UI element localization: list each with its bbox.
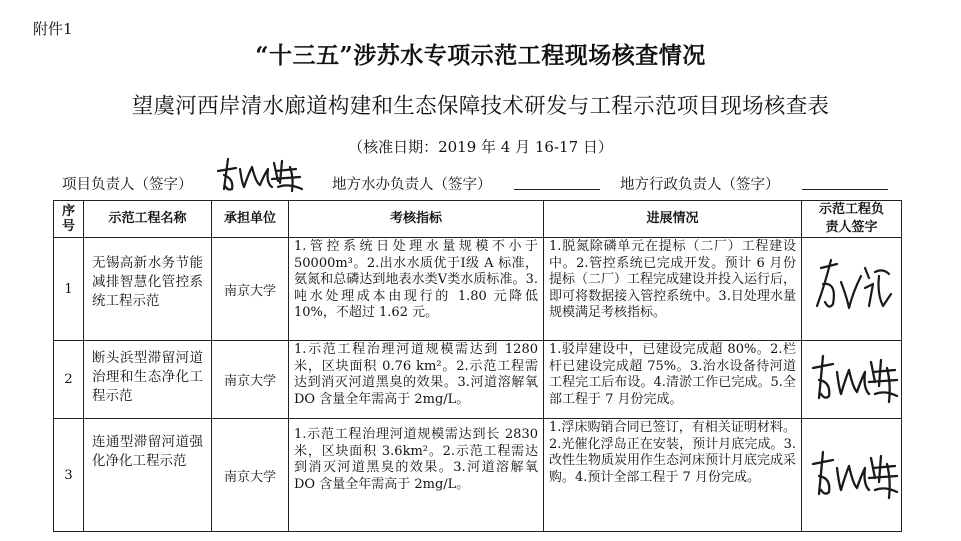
water-office-label: 地方水办负责人（签字） <box>332 177 492 193</box>
handwritten-signature <box>805 446 899 504</box>
attachment-label: 附件1 <box>33 20 73 38</box>
sub-title: 望虞河西岸清水廊道构建和生态保障技术研发与工程示范项目现场核查表 <box>131 94 830 119</box>
project-leader-signature <box>212 153 312 195</box>
table-row <box>54 419 902 532</box>
col-header-unit: 承担单位 <box>212 201 289 238</box>
admin-signature-blank <box>802 173 888 190</box>
col-header-progress: 进展情况 <box>544 201 802 238</box>
undertaking-unit: 南京大学 <box>212 419 289 532</box>
progress-status: 1.脱氮除磷单元在提标（二厂）工程建设中。2.管控系统已完成开发。预计 6 月份提标（二厂）工程完成建设并投入运行后，即可将数据接入管控系统中。3.日处理水量规模满足考核指标。 <box>544 238 802 341</box>
admin-label: 地方行政负责人（签字） <box>620 177 780 193</box>
progress-status: 1.浮床购销合同已签订，有相关证明材料。2.光催化浮岛正在安装，预计月底完成。3.改性生物质炭用作生态河床预计月底完成采购。4.预计全部工程于 7 月份完成。 <box>544 419 802 532</box>
row-number: 2 <box>54 341 84 419</box>
row-number: 3 <box>54 419 84 532</box>
table-header-row <box>54 201 902 238</box>
undertaking-unit: 南京大学 <box>212 341 289 419</box>
leader-signature <box>802 238 902 341</box>
project-name: 连通型滞留河道强化净化工程示范 <box>84 419 212 532</box>
col-header-no: 序号 <box>54 201 84 238</box>
col-header-signature: 示范工程负责人签字 <box>802 201 902 238</box>
project-name: 无锡高新水务节能减排智慧化管控系统工程示范 <box>84 238 212 341</box>
col-header-indicator: 考核指标 <box>289 201 544 238</box>
assessment-indicator: 1.示范工程治理河道规模需达到长 2830 米，区块面积 3.6km²。2.示范工程需达到消灭河道黑臭的效果。3.河道溶解氧 DO 含量全年需高于 2mg/L。 <box>289 419 544 532</box>
assessment-indicator: 1.管控系统日处理水量规模不小于 50000m³。2.出水水质优于Ⅰ级 A 标准，氨氮和总磷达到地表水类Ⅴ类水质标准。3.吨水处理成本由现行的 1.80 元降低 10%，不超过 1.62 元。 <box>289 238 544 341</box>
col-header-name: 示范工程名称 <box>84 201 212 238</box>
progress-status: 1.驳岸建设中，已建设完成超 80%。2.栏杆已建设完成超 75%。3.治水设备待河道工程完工后布设。4.清淤工作已完成。5.全部工程于 7 月份完成。 <box>544 341 802 419</box>
leader-signature <box>802 419 902 532</box>
table-row <box>54 341 902 419</box>
handwritten-signature <box>805 352 899 408</box>
table-row <box>54 238 902 341</box>
assessment-indicator: 1.示范工程治理河道规模需达到 1280 米，区块面积 0.76 km²。2.示范工程需达到消灭河道黑臭的效果。3.河道溶解氧 DO 含量全年需高于 2mg/L。 <box>289 341 544 419</box>
handwritten-signature <box>807 254 897 324</box>
undertaking-unit: 南京大学 <box>212 238 289 341</box>
main-title: “十三五”涉苏水专项示范工程现场核查情况 <box>255 42 706 69</box>
water-office-signature-blank <box>514 173 600 190</box>
project-name: 断头浜型滞留河道治理和生态净化工程示范 <box>84 341 212 419</box>
leader-signature <box>802 341 902 419</box>
approval-date: （核准日期：2019 年 4 月 16-17 日） <box>348 138 613 156</box>
row-number: 1 <box>54 238 84 341</box>
project-leader-label: 项目负责人（签字） <box>62 177 193 193</box>
inspection-table <box>53 200 902 532</box>
